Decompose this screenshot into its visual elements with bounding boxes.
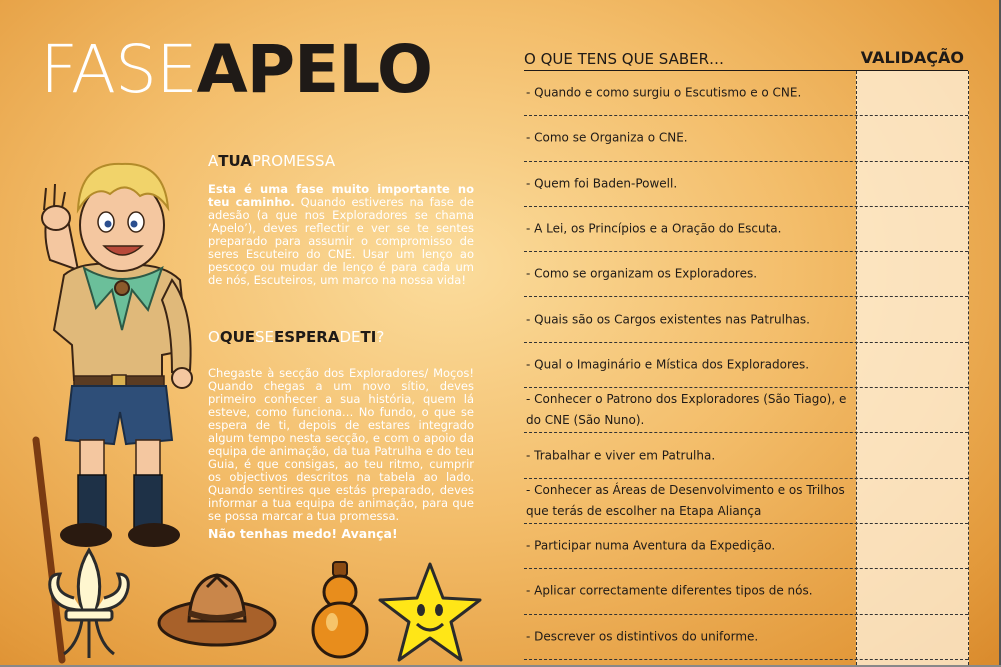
validation-cell[interactable] — [856, 343, 967, 387]
requirement-text: - A Lei, os Princípios e a Oração do Escuta. — [526, 221, 782, 236]
requirements-table — [524, 71, 968, 660]
table-row — [524, 252, 968, 297]
validation-cell[interactable] — [856, 71, 967, 115]
section-heading-promessa: ATUAPROMESSA — [208, 152, 336, 170]
title-fase: FASE — [40, 31, 197, 108]
fleur-de-lis-icon — [44, 548, 134, 664]
header-validation: VALIDAÇÃO — [860, 48, 964, 67]
validation-cell[interactable] — [856, 615, 967, 659]
validation-cell[interactable] — [856, 162, 967, 206]
validation-cell[interactable] — [856, 388, 967, 432]
requirement-text: - Como se Organiza o CNE. — [526, 130, 688, 145]
table-header — [524, 48, 964, 72]
closing-line: Não tenhas medo! Avança! — [208, 526, 398, 541]
table-row — [524, 343, 968, 388]
requirement-text: - Trabalhar e viver em Patrulha. — [526, 448, 716, 463]
section-promessa-text — [208, 183, 474, 287]
validation-cell[interactable] — [856, 297, 967, 341]
section-espera-text: Chegaste à secção dos Exploradores/ Moços! Quando chegas a um novo sítio, deves primeiro conhecer a sua história, quem lá esteve, como funciona… No fundo, o que se espera de ti, depois de estares integrado algum tempo nesta secção, e com o apoio da equipa de animação, da tua Patrulha e do teu Guia, é que consigas, ao teu ritmo, cumprir os objectivos descritos na tabela ao lado. Quando sentires que estás preparado, deves informar a tua equipa de animação, para que se possa marcar a tua promessa. — [208, 366, 474, 523]
table-row — [524, 297, 968, 342]
validation-cell[interactable] — [856, 524, 967, 568]
promessa-body: Quando estiveres na fase de adesão (a que nos Exploradores se chama ‘Apelo’), deves reflectir e ver se te sentes preparado para assumir o compromisso de seres Escuteiro do CNE. Usar um lenço ao pescoço ou mudar de lenço é para cada um de nós, Escuteiros, um marco na nossa vida! — [208, 195, 475, 287]
table-row — [524, 433, 968, 478]
table-row — [524, 388, 968, 433]
page-title — [40, 30, 432, 110]
table-row — [524, 116, 968, 161]
table-row — [524, 524, 968, 569]
title-apelo: APELO — [196, 31, 433, 108]
requirement-text: - Descrever os distintivos do uniforme. — [526, 629, 759, 644]
requirement-text: - Quando e como surgiu o Escutismo e o CNE. — [526, 85, 802, 100]
requirement-text: - Qual o Imaginário e Mística dos Exploradores. — [526, 357, 810, 372]
validation-cell[interactable] — [856, 116, 967, 160]
requirement-text: - Conhecer o Patrono dos Exploradores (São Tiago), e do CNE (São Nuno). — [526, 392, 847, 428]
requirement-text: - Conhecer as Áreas de Desenvolvimento e os Trilhos que terás de escolher na Etapa Aliança — [526, 482, 845, 518]
validation-cell[interactable] — [856, 569, 967, 613]
validation-cell[interactable] — [856, 433, 967, 477]
table-row — [524, 71, 968, 116]
table-row — [524, 162, 968, 207]
section-heading-espera: OQUESEESPERADETI? — [208, 328, 385, 346]
table-row — [524, 615, 968, 660]
table-row — [524, 569, 968, 614]
table-row — [524, 207, 968, 252]
requirement-text: - Participar numa Aventura da Expedição. — [526, 538, 776, 553]
validation-cell[interactable] — [856, 252, 967, 296]
requirement-text: - Como se organizam os Exploradores. — [526, 266, 758, 281]
validation-cell[interactable] — [856, 479, 967, 523]
requirement-text: - Aplicar correctamente diferentes tipos de nós. — [526, 583, 813, 598]
header-what-to-know: O QUE TENS QUE SABER… — [524, 50, 725, 68]
requirement-text: - Quem foi Baden-Powell. — [526, 176, 678, 191]
promessa-bold-lead: Esta é uma fase muito importante no teu caminho. — [208, 182, 474, 209]
requirement-text: - Quais são os Cargos existentes nas Patrulhas. — [526, 312, 810, 327]
validation-cell[interactable] — [856, 207, 967, 251]
smiling-star-icon — [375, 560, 485, 665]
campaign-hat-icon — [155, 565, 280, 655]
table-row — [524, 479, 968, 524]
gourd-icon — [300, 560, 380, 660]
